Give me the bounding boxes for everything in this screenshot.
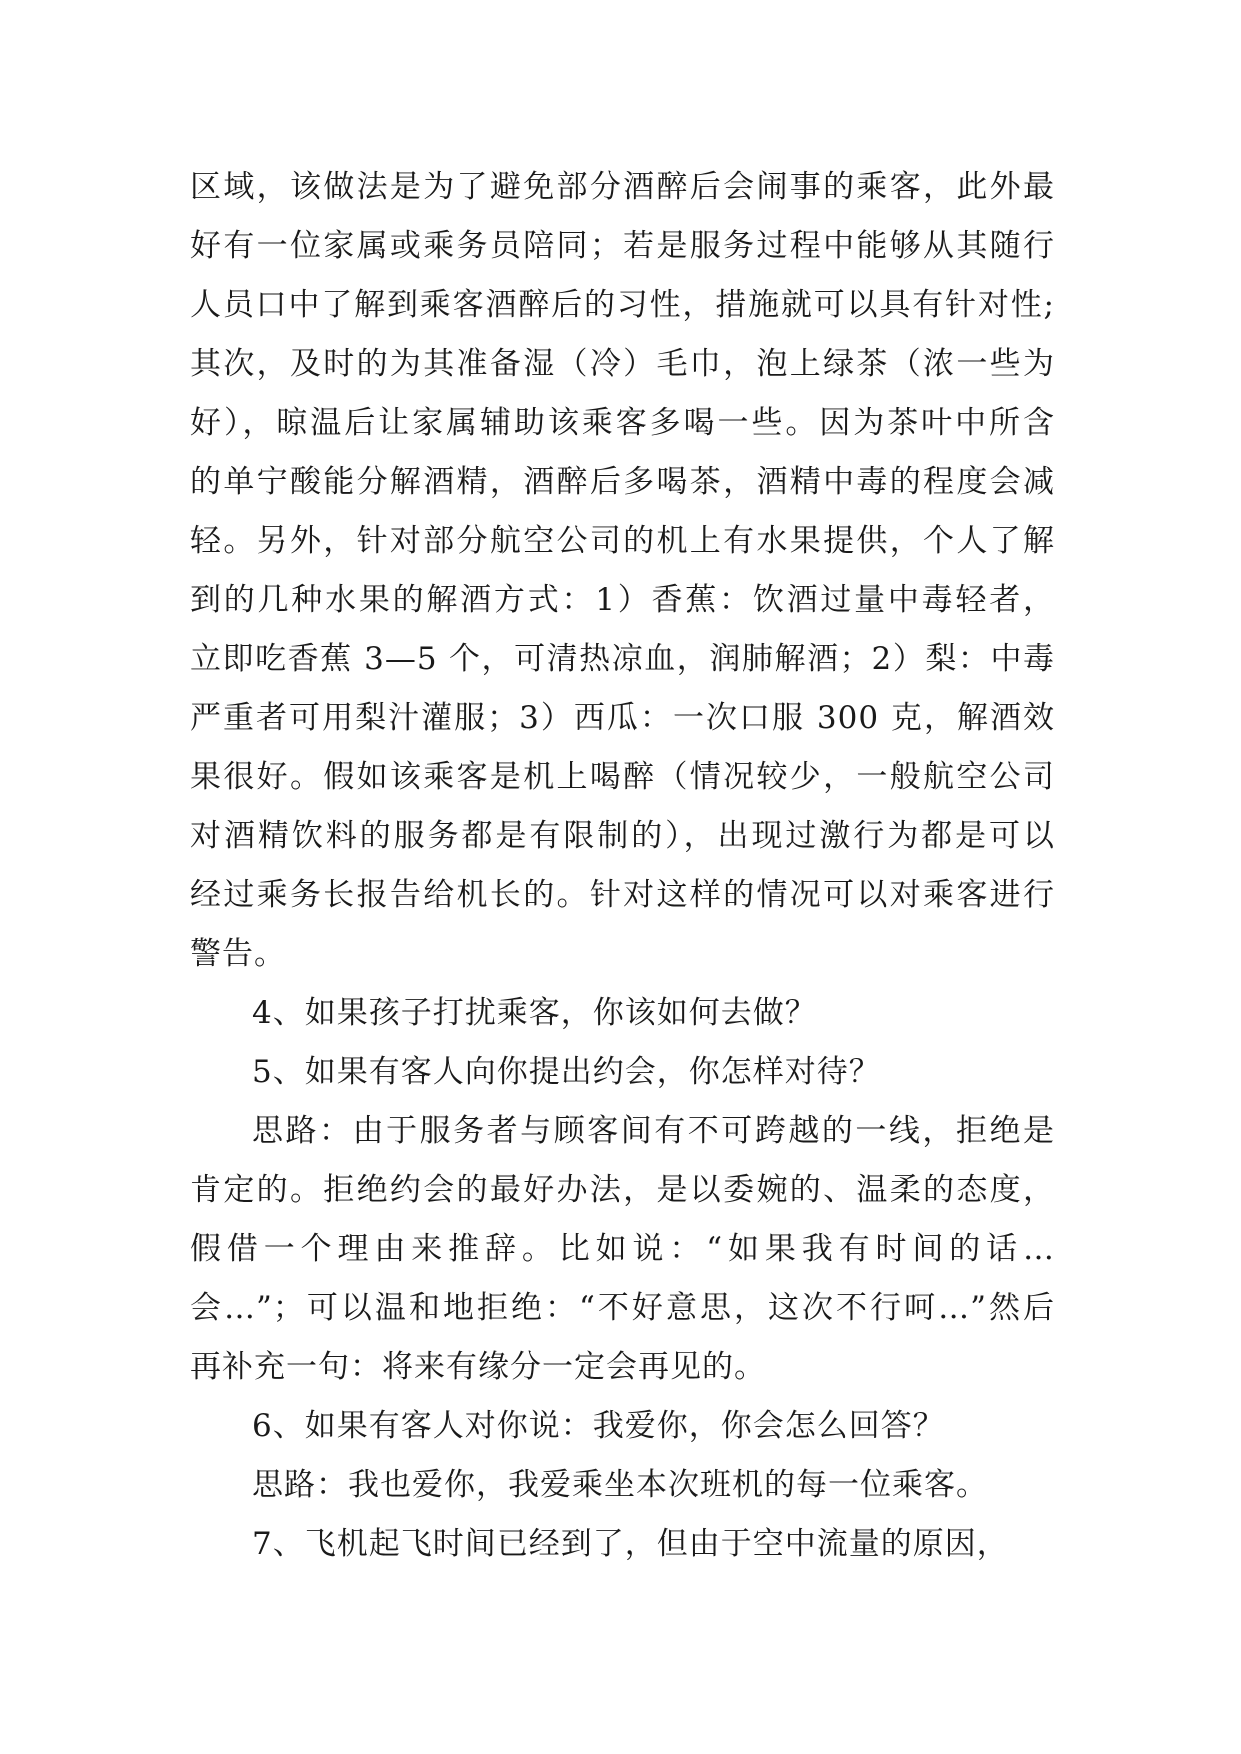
text-line-13: 经过乘务长报告给机长的。针对这样的情况可以对乘客进行 [190,877,1055,913]
text-line-6: 的单宁酸能分解酒精，酒醉后多喝茶，酒精中毒的程度会减 [190,464,1055,500]
answer-5-line-1: 思路：由于服务者与顾客间有不可跨越的一线，拒绝是 [252,1113,1055,1149]
answer-5-line-4: 会…”；可以温和地拒绝：“不好意思，这次不行呵…”然后 [190,1290,1055,1326]
answer-5-line-5: 再补充一句：将来有缘分一定会再见的。 [190,1349,766,1385]
text-line-1: 区域，该做法是为了避免部分酒醉后会闹事的乘客，此外最 [190,169,1055,205]
question-6: 6、如果有客人对你说：我爱你，你会怎么回答？ [252,1408,945,1444]
text-line-2: 好有一位家属或乘务员陪同；若是服务过程中能够从其随行 [190,228,1055,264]
text-line-8: 到的几种水果的解酒方式：1）香蕉：饮酒过量中毒轻者， [190,582,1055,618]
text-line-14: 警告。 [190,936,286,972]
text-line-10: 严重者可用梨汁灌服；3）西瓜：一次口服 300 克，解酒效 [190,700,1055,736]
answer-6: 思路：我也爱你，我爱乘坐本次班机的每一位乘客。 [252,1467,988,1503]
question-5: 5、如果有客人向你提出约会，你怎样对待？ [252,1054,881,1090]
text-line-11: 果很好。假如该乘客是机上喝醉（情况较少，一般航空公司 [190,759,1055,795]
document-body [190,158,1055,1574]
question-7: 7、飞机起飞时间已经到了，但由于空中流量的原因， [252,1526,1009,1562]
text-line-12: 对酒精饮料的服务都是有限制的），出现过激行为都是可以 [190,818,1055,854]
answer-5-line-3: 假借一个理由来推辞。比如说：“如果我有时间的话… [190,1231,1055,1267]
text-line-4: 其次，及时的为其准备湿（冷）毛巾，泡上绿茶（浓一些为 [190,346,1055,382]
text-line-3: 人员口中了解到乘客酒醉后的习性，措施就可以具有针对性; [190,287,1055,323]
text-line-7: 轻。另外，针对部分航空公司的机上有水果提供，个人了解 [190,523,1055,559]
text-line-9: 立即吃香蕉 3—5 个，可清热凉血，润肺解酒；2）梨：中毒 [190,641,1055,677]
question-4: 4、如果孩子打扰乘客，你该如何去做？ [252,995,817,1031]
answer-5-line-2: 肯定的。拒绝约会的最好办法，是以委婉的、温柔的态度， [190,1172,1055,1208]
text-line-5: 好），晾温后让家属辅助该乘客多喝一些。因为茶叶中所含 [190,405,1055,441]
